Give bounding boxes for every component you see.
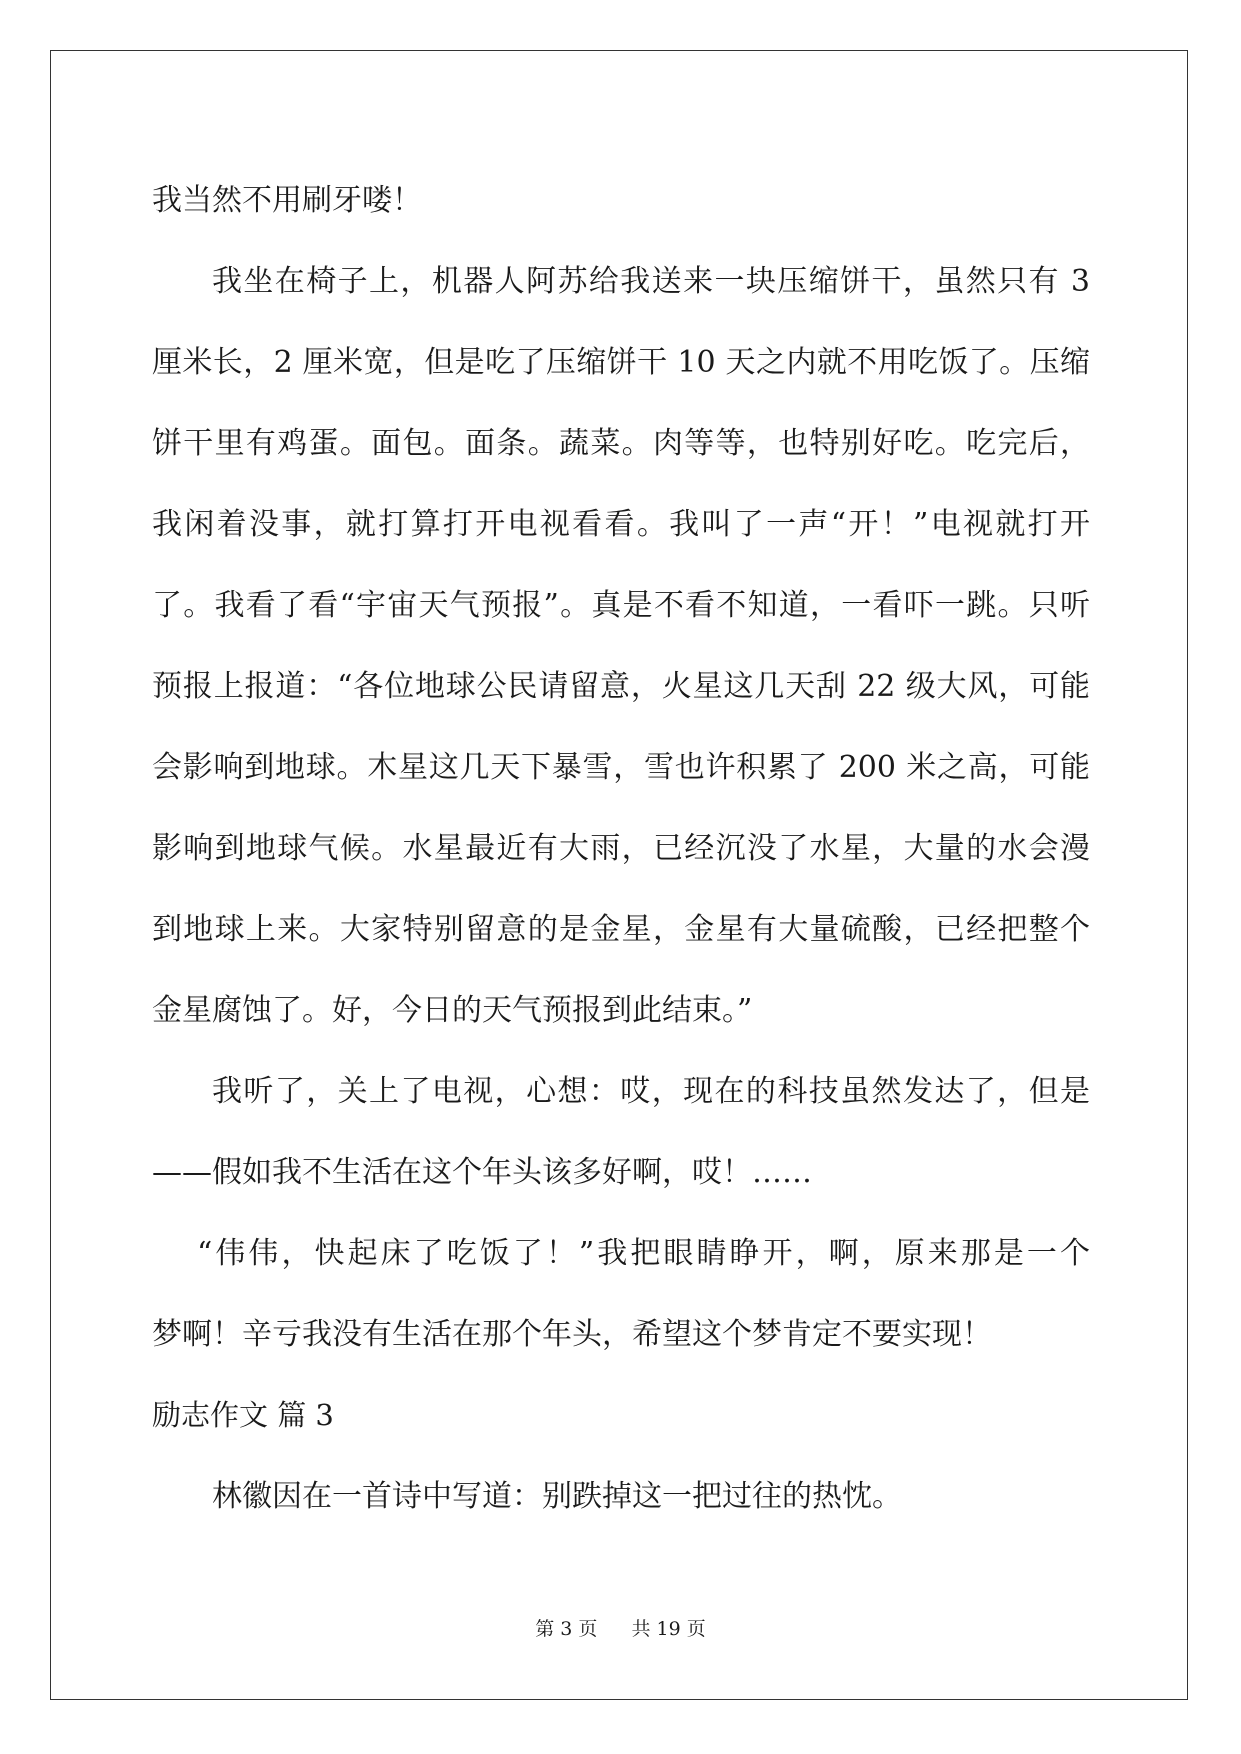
text-line: 林徽因在一首诗中写道：别跌掉这一把过往的热忱。 xyxy=(212,1479,902,1514)
section-heading: 励志作文 篇 3 xyxy=(152,1398,334,1432)
text-line: 我当然不用刷牙喽！ xyxy=(152,183,422,218)
text-line: 我坐在椅子上，机器人阿苏给我送来一块压缩饼干，虽然只有 3 xyxy=(212,264,1090,299)
text-line: 厘米长，2 厘米宽，但是吃了压缩饼干 10 天之内就不用吃饭了。压缩 xyxy=(152,345,1090,380)
text-line: “伟伟，快起床了吃饭了！”我把眼睛睁开，啊，原来那是一个 xyxy=(197,1236,1090,1271)
text-line: ——假如我不生活在这个年头该多好啊，哎！…… xyxy=(152,1155,812,1190)
document-body xyxy=(152,160,1090,1537)
page-footer xyxy=(0,1617,1241,1641)
text-line: 影响到地球气候。水星最近有大雨，已经沉没了水星，大量的水会漫 xyxy=(152,831,1090,866)
page-number: 第 3 页 xyxy=(535,1618,598,1640)
text-line: 梦啊！辛亏我没有生活在那个年头，希望这个梦肯定不要实现！ xyxy=(152,1317,992,1352)
text-line: 我闲着没事，就打算打开电视看看。我叫了一声“开！”电视就打开 xyxy=(152,507,1090,542)
text-line: 了。我看了看“宇宙天气预报”。真是不看不知道，一看吓一跳。只听 xyxy=(152,588,1090,623)
text-line: 到地球上来。大家特别留意的是金星，金星有大量硫酸，已经把整个 xyxy=(152,912,1090,947)
page-total: 共 19 页 xyxy=(631,1618,706,1640)
text-line: 金星腐蚀了。好，今日的天气预报到此结束。” xyxy=(152,993,753,1028)
text-line: 预报上报道：“各位地球公民请留意，火星这几天刮 22 级大风，可能 xyxy=(152,669,1090,704)
text-line: 饼干里有鸡蛋。面包。面条。蔬菜。肉等等，也特别好吃。吃完后， xyxy=(152,426,1090,461)
text-line: 我听了，关上了电视，心想：哎，现在的科技虽然发达了，但是 xyxy=(212,1074,1090,1109)
text-line: 会影响到地球。木星这几天下暴雪，雪也许积累了 200 米之高，可能 xyxy=(152,750,1090,785)
